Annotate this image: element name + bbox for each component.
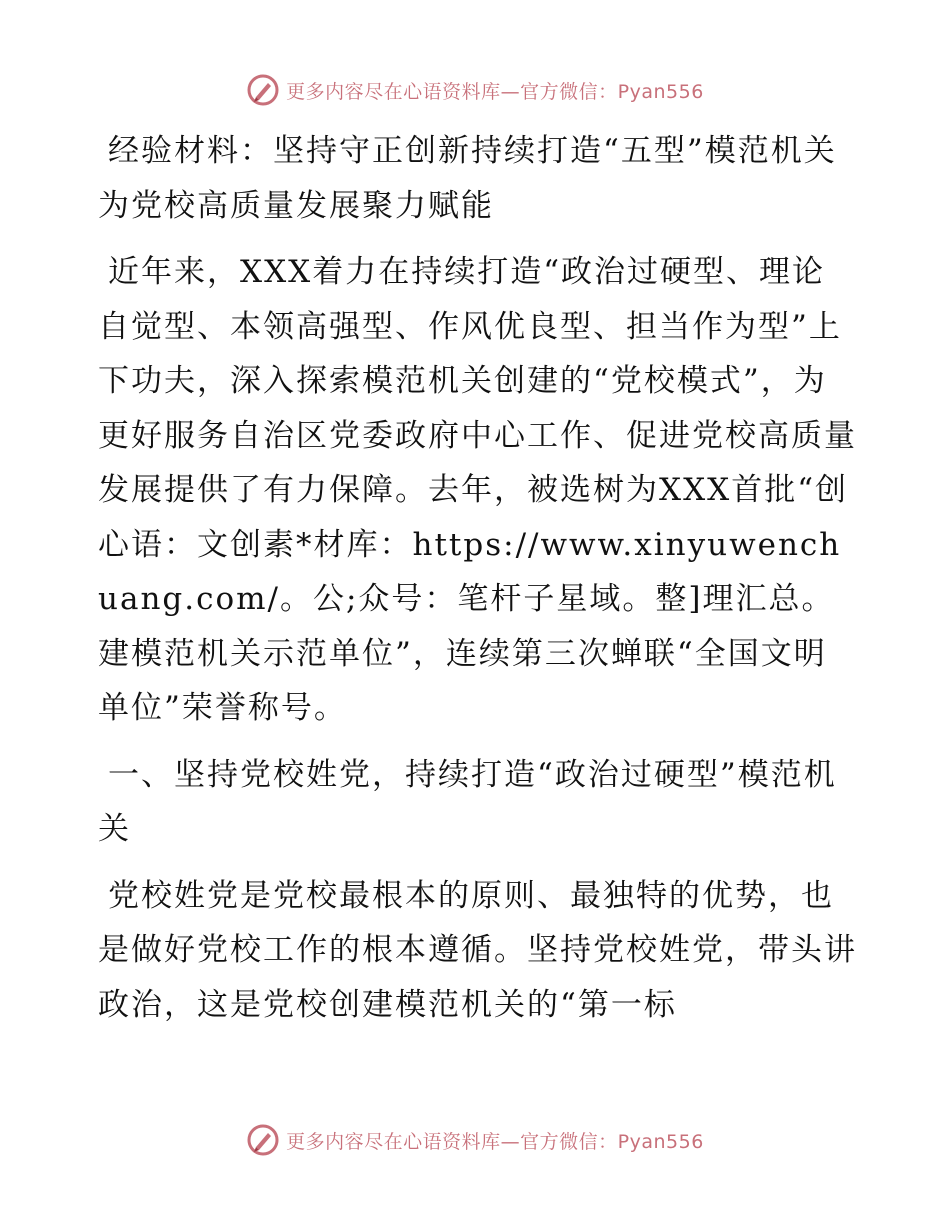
footer-watermark: [0, 1120, 950, 1160]
document-title: 经验材料：坚持守正创新持续打造“五型”模范机关为党校高质量发展聚力赋能: [98, 133, 837, 224]
watermark-text: 更多内容尽在心语资料库—官方微信：Pyan556: [286, 80, 704, 103]
document-body: [98, 124, 858, 1032]
section-paragraph: 党校姓党是党校最根本的原则、最独特的优势，也是做好党校工作的根本遵循。坚持党校姓党，带头讲政治，这是党校创建模范机关的“第一标: [98, 877, 857, 1023]
section-heading: 一、坚持党校姓党，持续打造“政治过硬型”模范机关: [98, 756, 837, 847]
pen-seal-icon: [246, 73, 280, 107]
header-watermark: [0, 70, 950, 110]
intro-paragraph: 近年来，XXX着力在持续打造“政治过硬型、理论自觉型、本领高强型、作风优良型、担当作为型”上下功夫，深入探索模范机关创建的“党校模式”，为更好服务自治区党委政府中心工作、促进党校高质量发展提供了有力保障。去年，被选树为XXX首批“创心语：文创素*材库：https://www.xinyuwenchuang.com/。公;众号：笔杆子星域。整]理汇总。建模范机关示范单位”，连续第三次蝉联“全国文明单位”荣誉称号。: [98, 254, 857, 726]
pen-seal-icon: [246, 1123, 280, 1157]
watermark-text: 更多内容尽在心语资料库—官方微信：Pyan556: [286, 1130, 704, 1153]
